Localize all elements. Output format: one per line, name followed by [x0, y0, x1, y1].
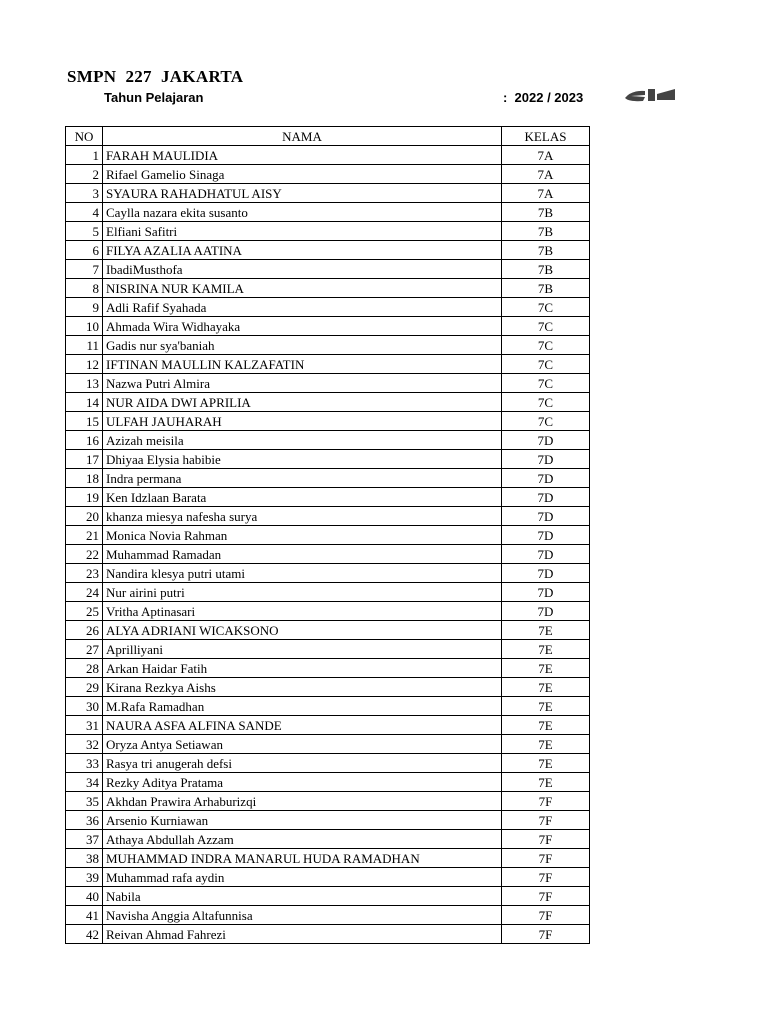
cell-nama: Rifael Gamelio Sinaga [103, 165, 502, 184]
cell-nama: Muhammad rafa aydin [103, 868, 502, 887]
cell-kelas: 7D [502, 602, 590, 621]
table-row [66, 241, 590, 260]
cell-no: 27 [66, 640, 103, 659]
cell-kelas: 7F [502, 849, 590, 868]
table-row [66, 659, 590, 678]
table-row [66, 811, 590, 830]
cell-kelas: 7E [502, 697, 590, 716]
table-row [66, 488, 590, 507]
table-row [66, 925, 590, 944]
table-row [66, 146, 590, 165]
table-row [66, 621, 590, 640]
cell-kelas: 7B [502, 203, 590, 222]
cell-kelas: 7B [502, 222, 590, 241]
cell-no: 22 [66, 545, 103, 564]
table-row [66, 906, 590, 925]
table-row [66, 374, 590, 393]
cell-no: 28 [66, 659, 103, 678]
cell-kelas: 7D [502, 469, 590, 488]
cell-nama: FARAH MAULIDIA [103, 146, 502, 165]
cell-kelas: 7E [502, 754, 590, 773]
table-row [66, 317, 590, 336]
cell-kelas: 7F [502, 906, 590, 925]
cell-nama: Muhammad Ramadan [103, 545, 502, 564]
cell-kelas: 7E [502, 678, 590, 697]
cell-nama: Azizah meisila [103, 431, 502, 450]
cell-nama: Nazwa Putri Almira [103, 374, 502, 393]
cell-no: 20 [66, 507, 103, 526]
student-table [65, 126, 590, 944]
cell-no: 38 [66, 849, 103, 868]
cell-no: 15 [66, 412, 103, 431]
cell-nama: Adli Rafif Syahada [103, 298, 502, 317]
cell-no: 12 [66, 355, 103, 374]
cell-kelas: 7A [502, 146, 590, 165]
table-row [66, 564, 590, 583]
cell-nama: Arkan Haidar Fatih [103, 659, 502, 678]
cell-no: 17 [66, 450, 103, 469]
table-row [66, 773, 590, 792]
cell-nama: Rasya tri anugerah defsi [103, 754, 502, 773]
cell-kelas: 7D [502, 431, 590, 450]
table-row [66, 697, 590, 716]
table-row [66, 678, 590, 697]
cell-no: 2 [66, 165, 103, 184]
cell-nama: Aprilliyani [103, 640, 502, 659]
cell-nama: IFTINAN MAULLIN KALZAFATIN [103, 355, 502, 374]
cell-kelas: 7C [502, 355, 590, 374]
cell-nama: Vritha Aptinasari [103, 602, 502, 621]
cell-kelas: 7E [502, 735, 590, 754]
table-row [66, 735, 590, 754]
cell-kelas: 7F [502, 887, 590, 906]
table-row [66, 830, 590, 849]
cell-kelas: 7D [502, 507, 590, 526]
cell-kelas: 7E [502, 640, 590, 659]
cell-nama: Ken Idzlaan Barata [103, 488, 502, 507]
cell-nama: Caylla nazara ekita susanto [103, 203, 502, 222]
cell-nama: Monica Novia Rahman [103, 526, 502, 545]
cell-no: 9 [66, 298, 103, 317]
cell-nama: Oryza Antya Setiawan [103, 735, 502, 754]
cell-kelas: 7D [502, 526, 590, 545]
cell-nama: Navisha Anggia Altafunnisa [103, 906, 502, 925]
cell-nama: Athaya Abdullah Azzam [103, 830, 502, 849]
cell-no: 13 [66, 374, 103, 393]
cell-no: 35 [66, 792, 103, 811]
column-header-nama: NAMA [103, 127, 502, 146]
table-row [66, 431, 590, 450]
cell-nama: Dhiyaa Elysia habibie [103, 450, 502, 469]
cell-no: 29 [66, 678, 103, 697]
table-row [66, 469, 590, 488]
cell-no: 41 [66, 906, 103, 925]
cell-kelas: 7C [502, 336, 590, 355]
cell-kelas: 7E [502, 659, 590, 678]
academic-year-label: Tahun Pelajaran [104, 90, 204, 105]
cell-no: 16 [66, 431, 103, 450]
cell-kelas: 7F [502, 811, 590, 830]
cell-no: 42 [66, 925, 103, 944]
table-row [66, 203, 590, 222]
cell-nama: SYAURA RAHADHATUL AISY [103, 184, 502, 203]
cell-nama: Nabila [103, 887, 502, 906]
cell-no: 30 [66, 697, 103, 716]
cell-nama: Reivan Ahmad Fahrezi [103, 925, 502, 944]
table-row [66, 754, 590, 773]
cell-no: 33 [66, 754, 103, 773]
cell-no: 1 [66, 146, 103, 165]
column-header-no: NO [66, 127, 103, 146]
cell-no: 25 [66, 602, 103, 621]
cell-nama: M.Rafa Ramadhan [103, 697, 502, 716]
cell-nama: Ahmada Wira Widhayaka [103, 317, 502, 336]
cell-no: 6 [66, 241, 103, 260]
cell-nama: ULFAH JAUHARAH [103, 412, 502, 431]
cell-no: 14 [66, 393, 103, 412]
cell-kelas: 7F [502, 868, 590, 887]
cell-kelas: 7C [502, 317, 590, 336]
cell-nama: NISRINA NUR KAMILA [103, 279, 502, 298]
cell-no: 3 [66, 184, 103, 203]
table-row [66, 260, 590, 279]
table-row [66, 507, 590, 526]
logo-mark [621, 86, 677, 104]
cell-nama: NUR AIDA DWI APRILIA [103, 393, 502, 412]
cell-no: 18 [66, 469, 103, 488]
cell-kelas: 7E [502, 716, 590, 735]
academic-year-value: : 2022 / 2023 [503, 90, 584, 105]
cell-kelas: 7D [502, 488, 590, 507]
cell-nama: FILYA AZALIA AATINA [103, 241, 502, 260]
cell-kelas: 7B [502, 279, 590, 298]
table-row [66, 298, 590, 317]
cell-kelas: 7F [502, 792, 590, 811]
table-row [66, 184, 590, 203]
cell-no: 21 [66, 526, 103, 545]
table-row [66, 868, 590, 887]
cell-no: 5 [66, 222, 103, 241]
cell-no: 24 [66, 583, 103, 602]
table-row [66, 165, 590, 184]
table-row [66, 336, 590, 355]
cell-nama: Arsenio Kurniawan [103, 811, 502, 830]
cell-no: 32 [66, 735, 103, 754]
cell-no: 7 [66, 260, 103, 279]
cell-kelas: 7F [502, 830, 590, 849]
table-row [66, 450, 590, 469]
cell-kelas: 7F [502, 925, 590, 944]
cell-no: 36 [66, 811, 103, 830]
cell-kelas: 7B [502, 241, 590, 260]
cell-nama: ALYA ADRIANI WICAKSONO [103, 621, 502, 640]
cell-nama: NAURA ASFA ALFINA SANDE [103, 716, 502, 735]
cell-kelas: 7C [502, 298, 590, 317]
cell-kelas: 7E [502, 773, 590, 792]
cell-kelas: 7D [502, 564, 590, 583]
cell-no: 19 [66, 488, 103, 507]
cell-nama: Gadis nur sya'baniah [103, 336, 502, 355]
table-row [66, 716, 590, 735]
cell-nama: Nandira klesya putri utami [103, 564, 502, 583]
table-row [66, 279, 590, 298]
cell-no: 11 [66, 336, 103, 355]
cell-no: 34 [66, 773, 103, 792]
cell-kelas: 7B [502, 260, 590, 279]
table-header-row [66, 127, 590, 146]
table-row [66, 526, 590, 545]
cell-no: 40 [66, 887, 103, 906]
cell-nama: Kirana Rezkya Aishs [103, 678, 502, 697]
table-row [66, 583, 590, 602]
cell-kelas: 7C [502, 393, 590, 412]
cell-no: 23 [66, 564, 103, 583]
cell-kelas: 7D [502, 450, 590, 469]
cell-kelas: 7E [502, 621, 590, 640]
cell-kelas: 7D [502, 545, 590, 564]
cell-no: 39 [66, 868, 103, 887]
table-row [66, 222, 590, 241]
cell-nama: Indra permana [103, 469, 502, 488]
cell-nama: Rezky Aditya Pratama [103, 773, 502, 792]
table-row [66, 792, 590, 811]
cell-kelas: 7A [502, 165, 590, 184]
table-row [66, 602, 590, 621]
cell-kelas: 7C [502, 374, 590, 393]
cell-no: 26 [66, 621, 103, 640]
cell-no: 31 [66, 716, 103, 735]
cell-nama: Elfiani Safitri [103, 222, 502, 241]
cell-kelas: 7C [502, 412, 590, 431]
school-title: SMPN 227 JAKARTA [67, 67, 244, 86]
table-row [66, 849, 590, 868]
table-row [66, 545, 590, 564]
cell-no: 8 [66, 279, 103, 298]
table-row [66, 640, 590, 659]
cell-kelas: 7A [502, 184, 590, 203]
table-row [66, 393, 590, 412]
cell-nama: khanza miesya nafesha surya [103, 507, 502, 526]
cell-no: 10 [66, 317, 103, 336]
cell-nama: Akhdan Prawira Arhaburizqi [103, 792, 502, 811]
cell-nama: Nur airini putri [103, 583, 502, 602]
table-row [66, 412, 590, 431]
column-header-kelas: KELAS [502, 127, 590, 146]
cell-no: 37 [66, 830, 103, 849]
cell-kelas: 7D [502, 583, 590, 602]
cell-no: 4 [66, 203, 103, 222]
table-row [66, 887, 590, 906]
table-row [66, 355, 590, 374]
cell-nama: IbadiMusthofa [103, 260, 502, 279]
cell-nama: MUHAMMAD INDRA MANARUL HUDA RAMADHAN [103, 849, 502, 868]
